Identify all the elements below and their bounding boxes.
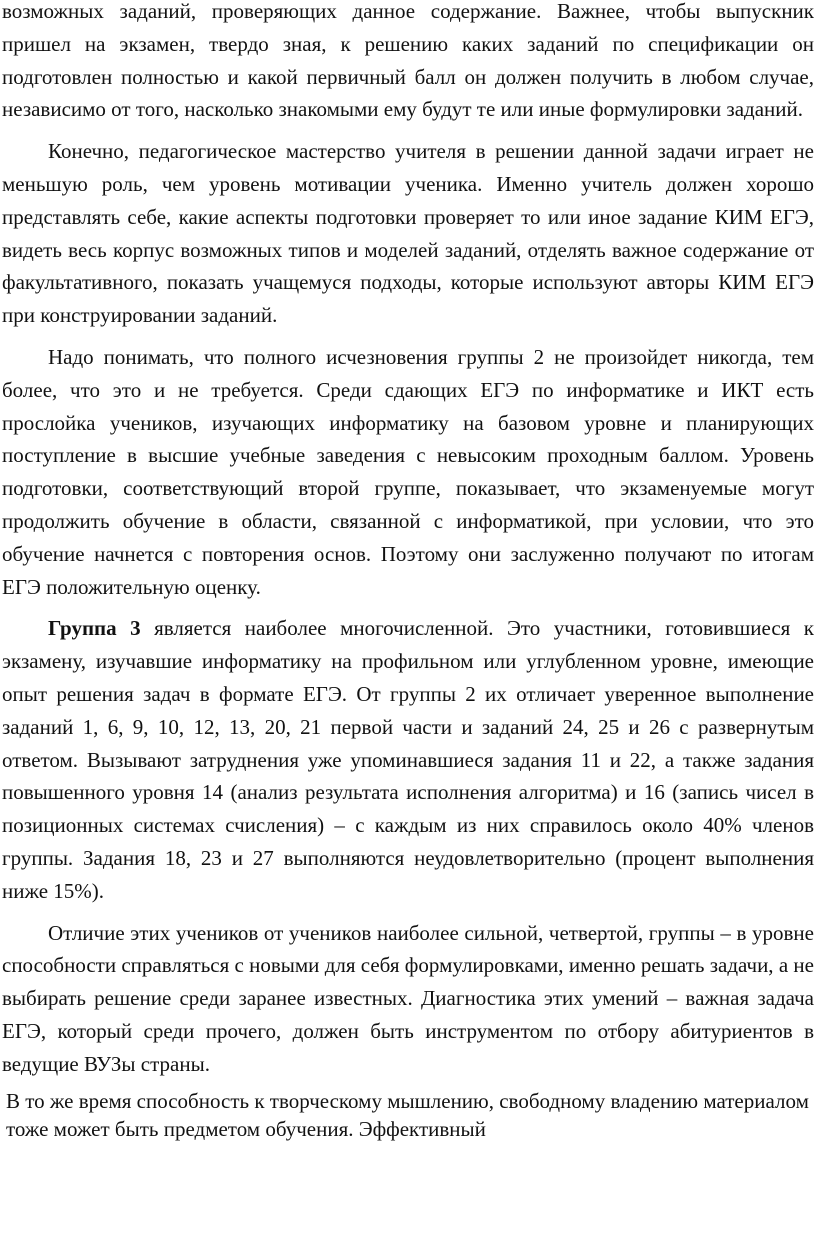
paragraph-3-text: Надо понимать, что полного исчезновения группы 2 не произойдет никогда, тем более, что это и не требуется. Среди сдающих ЕГЭ по информатике и ИКТ есть прослойка учеников, изучающих информатику на базовом уровне и планирующих поступление в высшие учебные заведения с невысоким проходным баллом. Уровень подготовки, соответствующий второй группе, показывает, что экзаменуемые могут продолжить обучение в области, связанной с информатикой, при условии, что это обучение начнется с повторения основ. Поэтому они заслуженно получают по итогам ЕГЭ положительную оценку. xyxy=(2,344,814,599)
paragraph-6 xyxy=(2,1087,814,1143)
paragraph-2 xyxy=(2,135,814,332)
paragraph-1-text: возможных заданий, проверяющих данное содержание. Важнее, чтобы выпускник пришел на экзамен, твердо зная, к решению каких заданий по спецификации он подготовлен полностью и какой первичный балл он должен получить в любом случае, независимо от того, насколько знакомыми ему будут те или иные формулировки заданий. xyxy=(2,0,814,122)
paragraph-4 xyxy=(2,612,814,907)
paragraph-5 xyxy=(2,917,814,1081)
paragraph-1 xyxy=(2,0,814,126)
paragraph-4-bold-lead: Группа 3 xyxy=(48,616,141,641)
paragraph-6-text: В то же время способность к творческому мышлению, свободному владению материалом тоже может быть предметом обучения. Эффективный xyxy=(6,1088,809,1141)
paragraph-4-text: является наиболее многочисленной. Это участники, готовившиеся к экзамену, изучавшие информатику на профильном или углубленном уровне, имеющие опыт решения задач в формате ЕГЭ. От группы 2 их отличает уверенное выполнение заданий 1, 6, 9, 10, 12, 13, 20, 21 первой части и заданий 24, 25 и 26 с развернутым ответом. Вызывают затруднения уже упоминавшиеся задания 11 и 22, а также задания повышенного уровня 14 (анализ результата исполнения алгоритма) и 16 (запись чисел в позиционных системах счисления) – с каждым из них справилось около 40% членов группы. Задания 18, 23 и 27 выполняются неудовлетворительно (процент выполнения ниже 15%). xyxy=(2,616,814,903)
paragraph-2-text: Конечно, педагогическое мастерство учителя в решении данной задачи играет не меньшую роль, чем уровень мотивации ученика. Именно учитель должен хорошо представлять себе, какие аспекты подготовки проверяет то или иное задание КИМ ЕГЭ, видеть весь корпус возможных типов и моделей заданий, отделять важное содержание от факультативного, показать учащемуся подходы, которые используют авторы КИМ ЕГЭ при конструировании заданий. xyxy=(2,139,814,328)
paragraph-5-text: Отличие этих учеников от учеников наиболее сильной, четвертой, группы – в уровне способности справляться с новыми для себя формулировками, именно решать задачи, а не выбирать решение среди заранее известных. Диагностика этих умений – важная задача ЕГЭ, который среди прочего, должен быть инструментом по отбору абитуриентов в ведущие ВУЗы страны. xyxy=(2,920,814,1076)
paragraph-3 xyxy=(2,341,814,603)
